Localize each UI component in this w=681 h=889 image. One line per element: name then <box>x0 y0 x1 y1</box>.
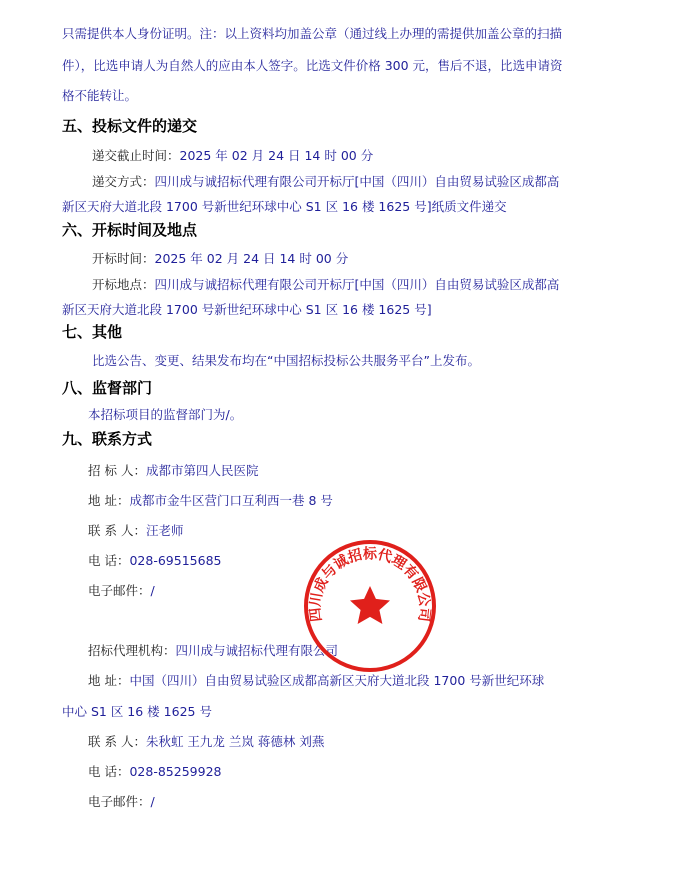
agency-contact-value: 朱秋虹 王九龙 兰岚 蒋德林 刘燕 <box>145 734 325 749</box>
section-7-title: 七、其他 <box>62 323 123 341</box>
open-time-label: 开标时间： <box>92 251 155 266</box>
tenderer-label: 招 标 人： <box>88 463 146 478</box>
seal-text-path: 四川成与诚招标代理有限公司 <box>307 546 433 623</box>
email-label: 电子邮件： <box>88 583 151 598</box>
agency-email-row <box>88 794 155 810</box>
intro-line-2: 件），比选申请人为自然人的应由本人签字。比选文件价格 300 元，售后不退，比选申请资 <box>62 58 563 73</box>
company-seal <box>300 536 440 676</box>
agency-phone-value: 028-85259928 <box>129 764 222 779</box>
open-time-value: 2025 年 02 月 24 日 14 时 00 分 <box>154 251 349 266</box>
open-time-row <box>92 251 348 267</box>
section-5-title: 五、投标文件的递交 <box>62 117 198 135</box>
contact-label: 联 系 人： <box>88 523 146 538</box>
star-icon <box>350 586 390 624</box>
email-value: / <box>150 583 155 598</box>
tenderer-row <box>88 463 258 479</box>
intro-line-1: 只需提供本人身份证明。注：以上资料均加盖公章（通过线上办理的需提供加盖公章的扫描 <box>62 26 563 41</box>
contact-value: 汪老师 <box>145 523 184 538</box>
method-value-2: 新区天府大道北段 1700 号新世纪环球中心 S1 区 16 楼 1625 号]纸质文件递交 <box>62 199 507 214</box>
deadline-row <box>92 148 373 164</box>
agency-address-label: 地 址： <box>88 673 130 688</box>
agency-contact-row <box>88 734 324 750</box>
agency-phone-row <box>88 764 221 780</box>
agency-contact-label: 联 系 人： <box>88 734 146 749</box>
supervision-text: 本招标项目的监督部门为/。 <box>88 407 243 422</box>
phone-label: 电 话： <box>88 553 130 568</box>
agency-label: 招标代理机构： <box>88 643 176 658</box>
section-8-title: 八、监督部门 <box>62 379 153 397</box>
phone-row <box>88 553 221 569</box>
address-row <box>88 493 333 509</box>
method-row <box>92 174 559 190</box>
section-9-title: 九、联系方式 <box>62 430 153 448</box>
agency-email-label: 电子邮件： <box>88 794 151 809</box>
agency-address-value-2: 中心 S1 区 16 楼 1625 号 <box>62 704 212 719</box>
agency-address-value-1: 中国（四川）自由贸易试验区成都高新区天府大道北段 1700 号新世纪环球 <box>129 673 545 688</box>
tenderer-value: 成都市第四人民医院 <box>145 463 259 478</box>
open-place-label: 开标地点： <box>92 277 155 292</box>
agency-email-value: / <box>150 794 155 809</box>
phone-value: 028-69515685 <box>129 553 222 568</box>
email-row <box>88 583 155 599</box>
open-place-value-1: 四川成与诚招标代理有限公司开标厅[中国（四川）自由贸易试验区成都高 <box>154 277 560 292</box>
section-6-title: 六、开标时间及地点 <box>62 221 198 239</box>
address-label: 地 址： <box>88 493 130 508</box>
deadline-value: 2025 年 02 月 24 日 14 时 00 分 <box>179 148 374 163</box>
method-value-1: 四川成与诚招标代理有限公司开标厅[中国（四川）自由贸易试验区成都高 <box>154 174 560 189</box>
deadline-label: 递交截止时间： <box>92 148 180 163</box>
intro-line-3: 格不能转让。 <box>62 88 138 103</box>
agency-phone-label: 电 话： <box>88 764 130 779</box>
agency-value: 四川成与诚招标代理有限公司 <box>175 643 339 658</box>
open-place-row <box>92 277 559 293</box>
open-place-value-2: 新区天府大道北段 1700 号新世纪环球中心 S1 区 16 楼 1625 号] <box>62 302 432 317</box>
address-value: 成都市金牛区营门口互利西一巷 8 号 <box>129 493 333 508</box>
method-label: 递交方式： <box>92 174 155 189</box>
contact-row <box>88 523 183 539</box>
other-text: 比选公告、变更、结果发布均在“中国招标投标公共服务平台”上发布。 <box>92 353 480 368</box>
